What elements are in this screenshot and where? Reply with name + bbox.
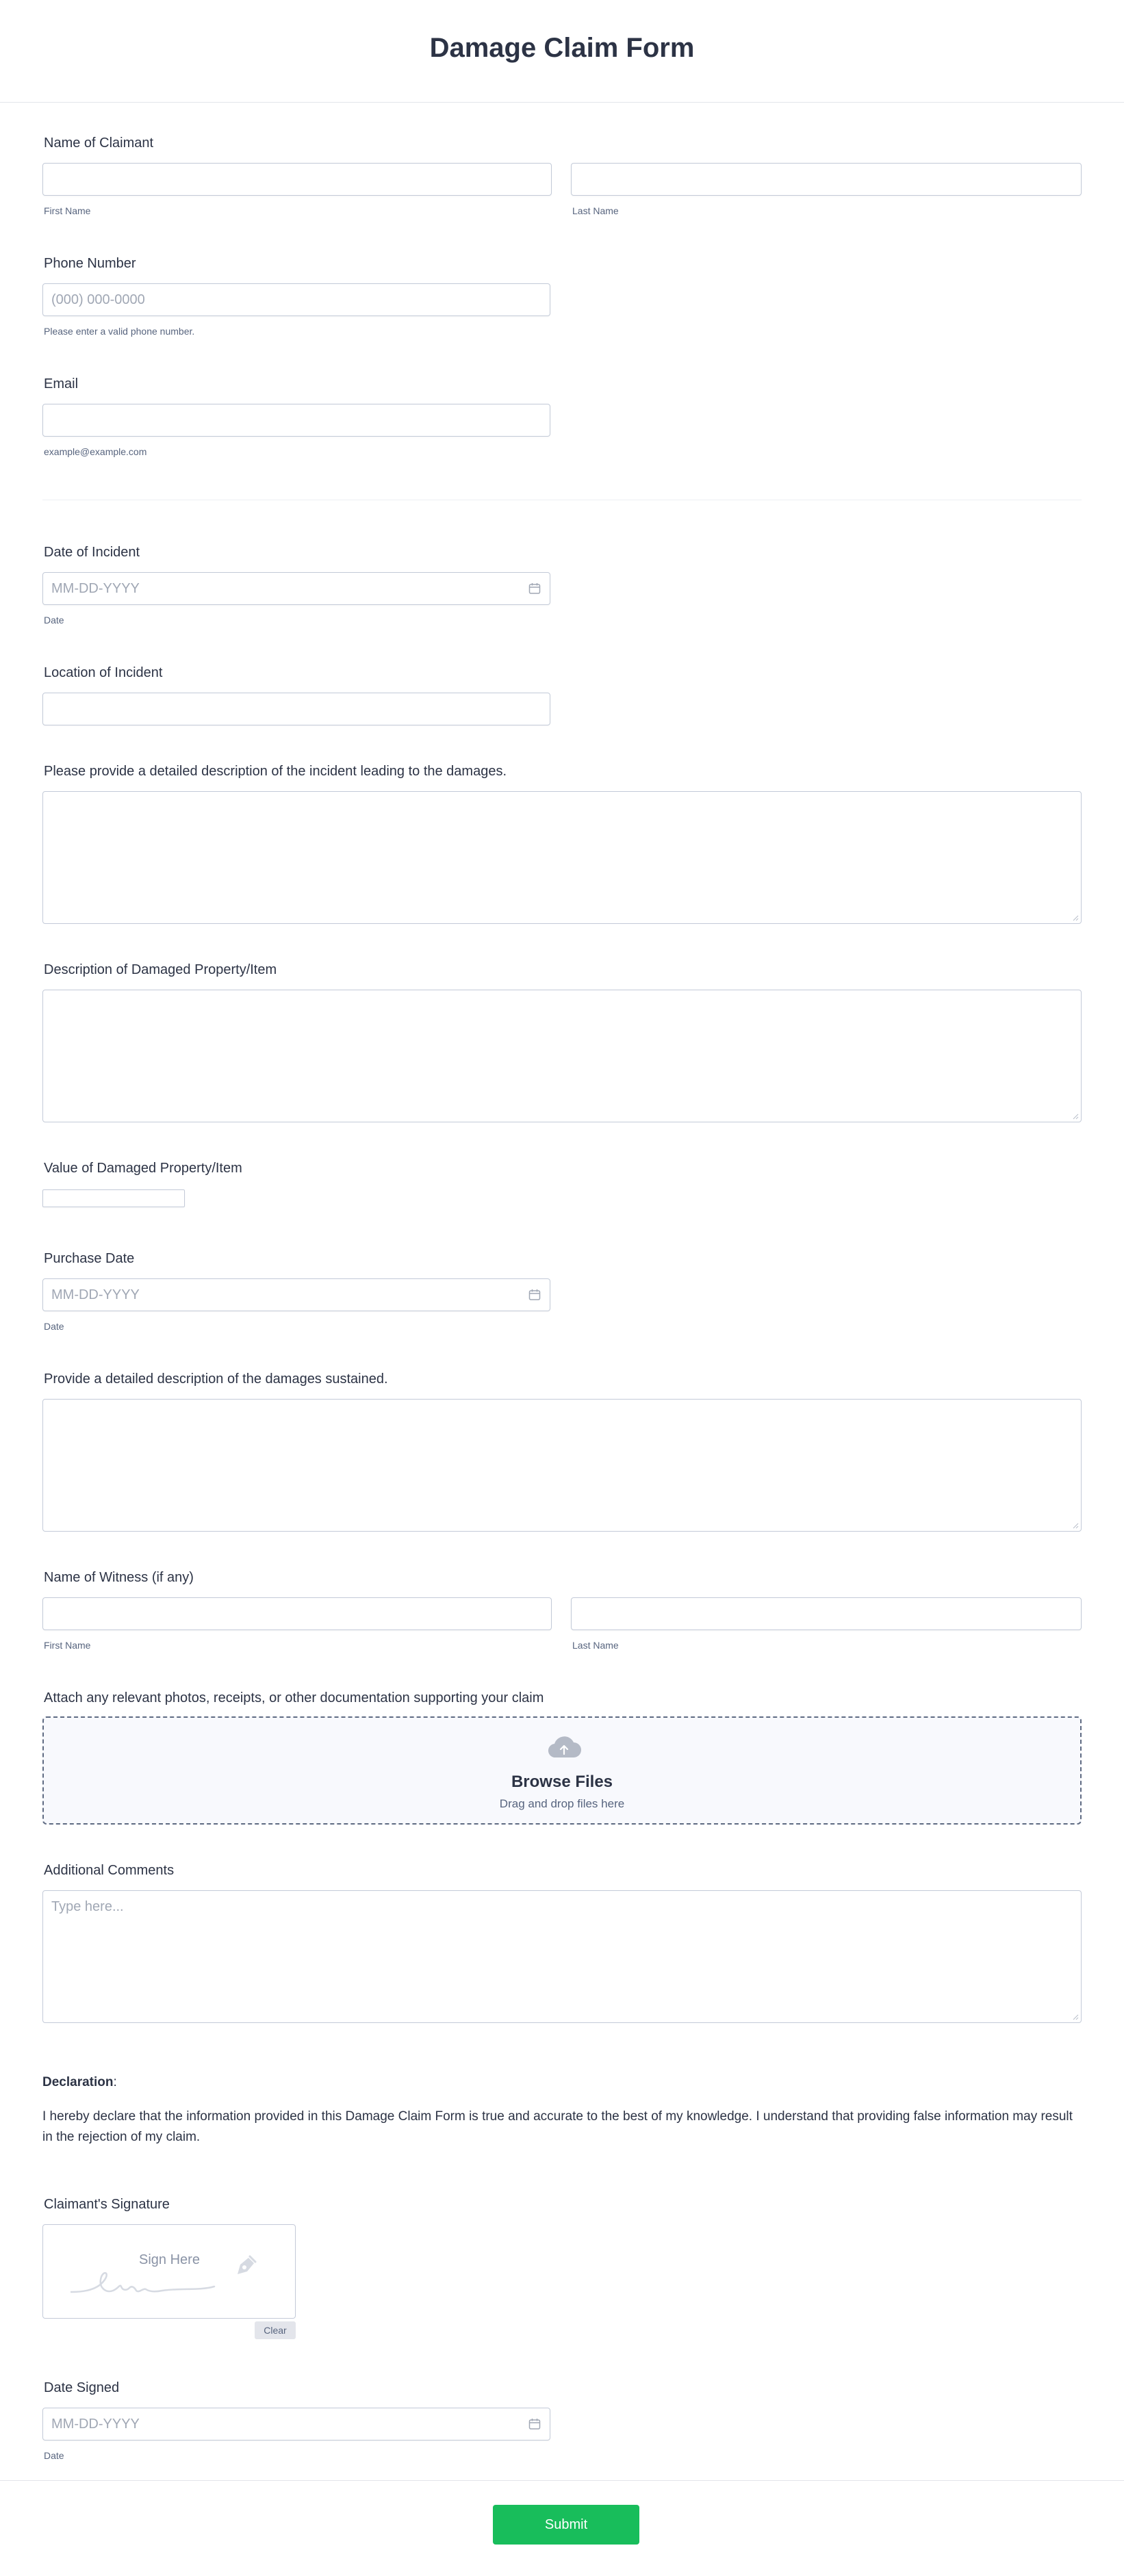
damages-description-textarea[interactable] bbox=[42, 1399, 1082, 1532]
file-upload-dropzone[interactable] bbox=[42, 1716, 1082, 1825]
claimant-last-name-input[interactable] bbox=[571, 163, 1082, 196]
declaration-heading bbox=[42, 2075, 117, 2090]
claimant-first-name-input[interactable] bbox=[42, 163, 552, 196]
email-sublabel: example@example.com bbox=[44, 446, 147, 457]
resize-grip-icon[interactable] bbox=[1072, 914, 1079, 921]
drag-drop-hint: Drag and drop files here bbox=[499, 1797, 625, 1810]
date-signed-sublabel: Date bbox=[44, 2450, 64, 2461]
witness-name-label: Name of Witness (if any) bbox=[44, 1570, 194, 1585]
incident-date-placeholder: MM-DD-YYYY bbox=[51, 581, 140, 596]
purchase-date-input[interactable] bbox=[42, 1278, 550, 1311]
clear-signature-button[interactable]: Clear bbox=[255, 2321, 296, 2339]
phone-input[interactable] bbox=[42, 283, 550, 316]
damaged-property-label: Description of Damaged Property/Item bbox=[44, 962, 277, 977]
declaration-text: I hereby declare that the information provided in this Damage Claim Form is true and accurate to the best of my knowledge. I understand that providing false information may result in the rejection of my claim. bbox=[42, 2109, 1073, 2144]
calendar-icon[interactable] bbox=[528, 2417, 541, 2431]
calendar-icon[interactable] bbox=[528, 1288, 541, 1302]
email-input[interactable] bbox=[42, 404, 550, 437]
submit-button[interactable]: Submit bbox=[493, 2505, 639, 2545]
claimant-first-name-sublabel: First Name bbox=[44, 205, 91, 216]
resize-grip-icon[interactable] bbox=[1072, 2013, 1079, 2020]
resize-grip-icon[interactable] bbox=[1072, 1113, 1079, 1120]
incident-description-textarea[interactable] bbox=[42, 791, 1082, 924]
damaged-property-textarea[interactable] bbox=[42, 990, 1082, 1122]
witness-first-name-input[interactable] bbox=[42, 1597, 552, 1630]
claimant-last-name-sublabel: Last Name bbox=[572, 205, 619, 216]
attachments-label: Attach any relevant photos, receipts, or other documentation supporting your claim bbox=[44, 1690, 544, 1705]
sign-here-placeholder: Sign Here bbox=[139, 2252, 200, 2267]
incident-description-label: Please provide a detailed description of the incident leading to the damages. bbox=[44, 764, 507, 779]
incident-location-input[interactable] bbox=[42, 693, 550, 725]
incident-date-input[interactable] bbox=[42, 572, 550, 605]
date-signed-input[interactable] bbox=[42, 2408, 550, 2440]
witness-first-name-sublabel: First Name bbox=[44, 1640, 91, 1651]
signature-pad[interactable] bbox=[42, 2224, 296, 2319]
declaration-colon: : bbox=[113, 2075, 117, 2089]
footer-divider bbox=[0, 2480, 1124, 2481]
declaration-title: Declaration bbox=[42, 2075, 114, 2089]
purchase-date-placeholder: MM-DD-YYYY bbox=[51, 1287, 140, 1302]
comments-label: Additional Comments bbox=[44, 1863, 175, 1878]
comments-placeholder: Type here... bbox=[51, 1899, 124, 1914]
incident-location-label: Location of Incident bbox=[44, 665, 163, 680]
date-signed-label: Date Signed bbox=[44, 2380, 120, 2395]
calendar-icon[interactable] bbox=[528, 582, 541, 595]
incident-date-sublabel: Date bbox=[44, 615, 64, 626]
comments-textarea[interactable] bbox=[42, 1890, 1082, 2023]
damaged-value-input[interactable] bbox=[42, 1189, 185, 1207]
purchase-date-sublabel: Date bbox=[44, 1321, 64, 1332]
damaged-value-label: Value of Damaged Property/Item bbox=[44, 1161, 242, 1176]
email-label: Email bbox=[44, 376, 79, 391]
phone-sublabel: Please enter a valid phone number. bbox=[44, 326, 195, 337]
pen-icon bbox=[232, 2252, 259, 2280]
browse-files-button[interactable]: Browse Files bbox=[511, 1773, 613, 1791]
cloud-upload-icon bbox=[546, 1734, 582, 1760]
form-header bbox=[0, 0, 1124, 103]
signature-label: Claimant's Signature bbox=[44, 2197, 170, 2212]
claimant-name-label: Name of Claimant bbox=[44, 136, 154, 151]
form-title: Damage Claim Form bbox=[429, 33, 695, 63]
witness-last-name-sublabel: Last Name bbox=[572, 1640, 619, 1651]
damages-description-label: Provide a detailed description of the damages sustained. bbox=[44, 1371, 388, 1387]
resize-grip-icon[interactable] bbox=[1072, 1522, 1079, 1529]
witness-last-name-input[interactable] bbox=[571, 1597, 1082, 1630]
date-signed-placeholder: MM-DD-YYYY bbox=[51, 2417, 140, 2432]
purchase-date-label: Purchase Date bbox=[44, 1251, 135, 1266]
phone-label: Phone Number bbox=[44, 256, 136, 271]
phone-placeholder: (000) 000-0000 bbox=[51, 292, 145, 307]
incident-date-label: Date of Incident bbox=[44, 545, 140, 560]
